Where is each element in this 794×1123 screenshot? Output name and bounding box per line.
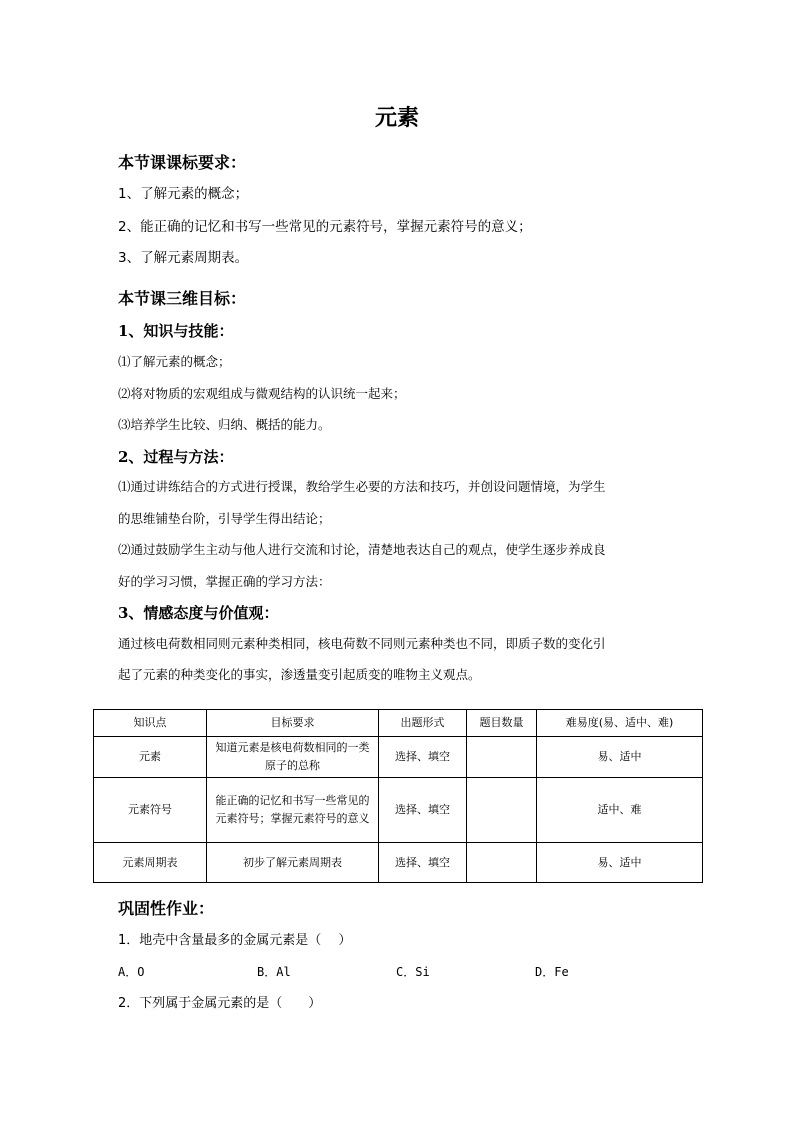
attitude-line: 通过核电荷数相同则元素种类相同，核电荷数不同则元素种类也不同，即质子数的变化引 [118,636,606,651]
cell-goal: 初步了解元素周期表 [207,843,379,883]
curriculum-item: 1、了解元素的概念； [118,186,249,202]
question-1: 1．地壳中含量最多的金属元素是（ ） [118,933,352,948]
homework-heading: 巩固性作业： [118,899,215,918]
process-line: ⑵通过鼓励学生主动与他人进行交流和讨论，清楚地表达自己的观点，使学生逐步养成良 [118,542,606,557]
goals-heading: 本节课三维目标： [118,289,247,308]
process-line: ⑴通过讲练结合的方式进行授课，教给学生必要的方法和技巧，并创设问题情境，为学生 [118,479,606,494]
knowledge-heading: 1、知识与技能： [118,322,234,340]
table-row [94,843,703,883]
curriculum-item: 2、能正确的记忆和书写一些常见的元素符号，掌握元素符号的意义； [118,219,532,235]
header-question-count: 题目数量 [467,710,537,737]
header-difficulty: 难易度(易、适中、难) [537,710,703,737]
cell-point: 元素符号 [94,778,207,843]
question-1-option-a: A．O [118,965,145,979]
header-knowledge-point: 知识点 [94,710,207,737]
objectives-table [93,709,703,883]
knowledge-item: ⑵将对物质的宏观组成与微观结构的认识统一起来； [118,386,406,401]
question-2: 2．下列属于金属元素的是（ ） [118,996,322,1011]
process-heading: 2、过程与方法： [118,448,234,466]
cell-goal: 知道元素是核电荷数相同的一类原子的总称 [207,737,379,778]
table-row [94,737,703,778]
question-1-option-d: D．Fe [535,965,569,979]
header-question-form: 出题形式 [379,710,467,737]
knowledge-item: ⑴了解元素的概念； [118,354,231,369]
table-header-row [94,710,703,737]
cell-count [467,778,537,843]
cell-point: 元素 [94,737,207,778]
attitude-line: 起了元素的种类变化的事实，渗透量变引起质变的唯物主义观点。 [118,667,481,682]
process-line: 好的学习习惯，掌握正确的学习方法： [118,574,331,589]
question-1-option-c: C．Si [396,965,430,979]
cell-form: 选择、填空 [379,737,467,778]
process-line: 的思维铺垫台阶，引导学生得出结论； [118,511,331,526]
cell-difficulty: 适中、难 [537,778,703,843]
knowledge-item: ⑶培养学生比较、归纳、概括的能力。 [118,417,331,432]
cell-form: 选择、填空 [379,778,467,843]
header-goal: 目标要求 [207,710,379,737]
attitude-heading: 3、情感态度与价值观： [118,604,279,622]
cell-goal: 能正确的记忆和书写一些常见的元素符号；掌握元素符号的意义 [207,778,379,843]
cell-count [467,843,537,883]
cell-difficulty: 易、适中 [537,843,703,883]
cell-difficulty: 易、适中 [537,737,703,778]
cell-form: 选择、填空 [379,843,467,883]
cell-point: 元素周期表 [94,843,207,883]
curriculum-heading: 本节课课标要求： [118,153,247,172]
question-1-option-b: B．Al [257,965,291,979]
table-row [94,778,703,843]
cell-count [467,737,537,778]
curriculum-item: 3、了解元素周期表。 [118,250,249,266]
page-title: 元素 [374,105,419,131]
